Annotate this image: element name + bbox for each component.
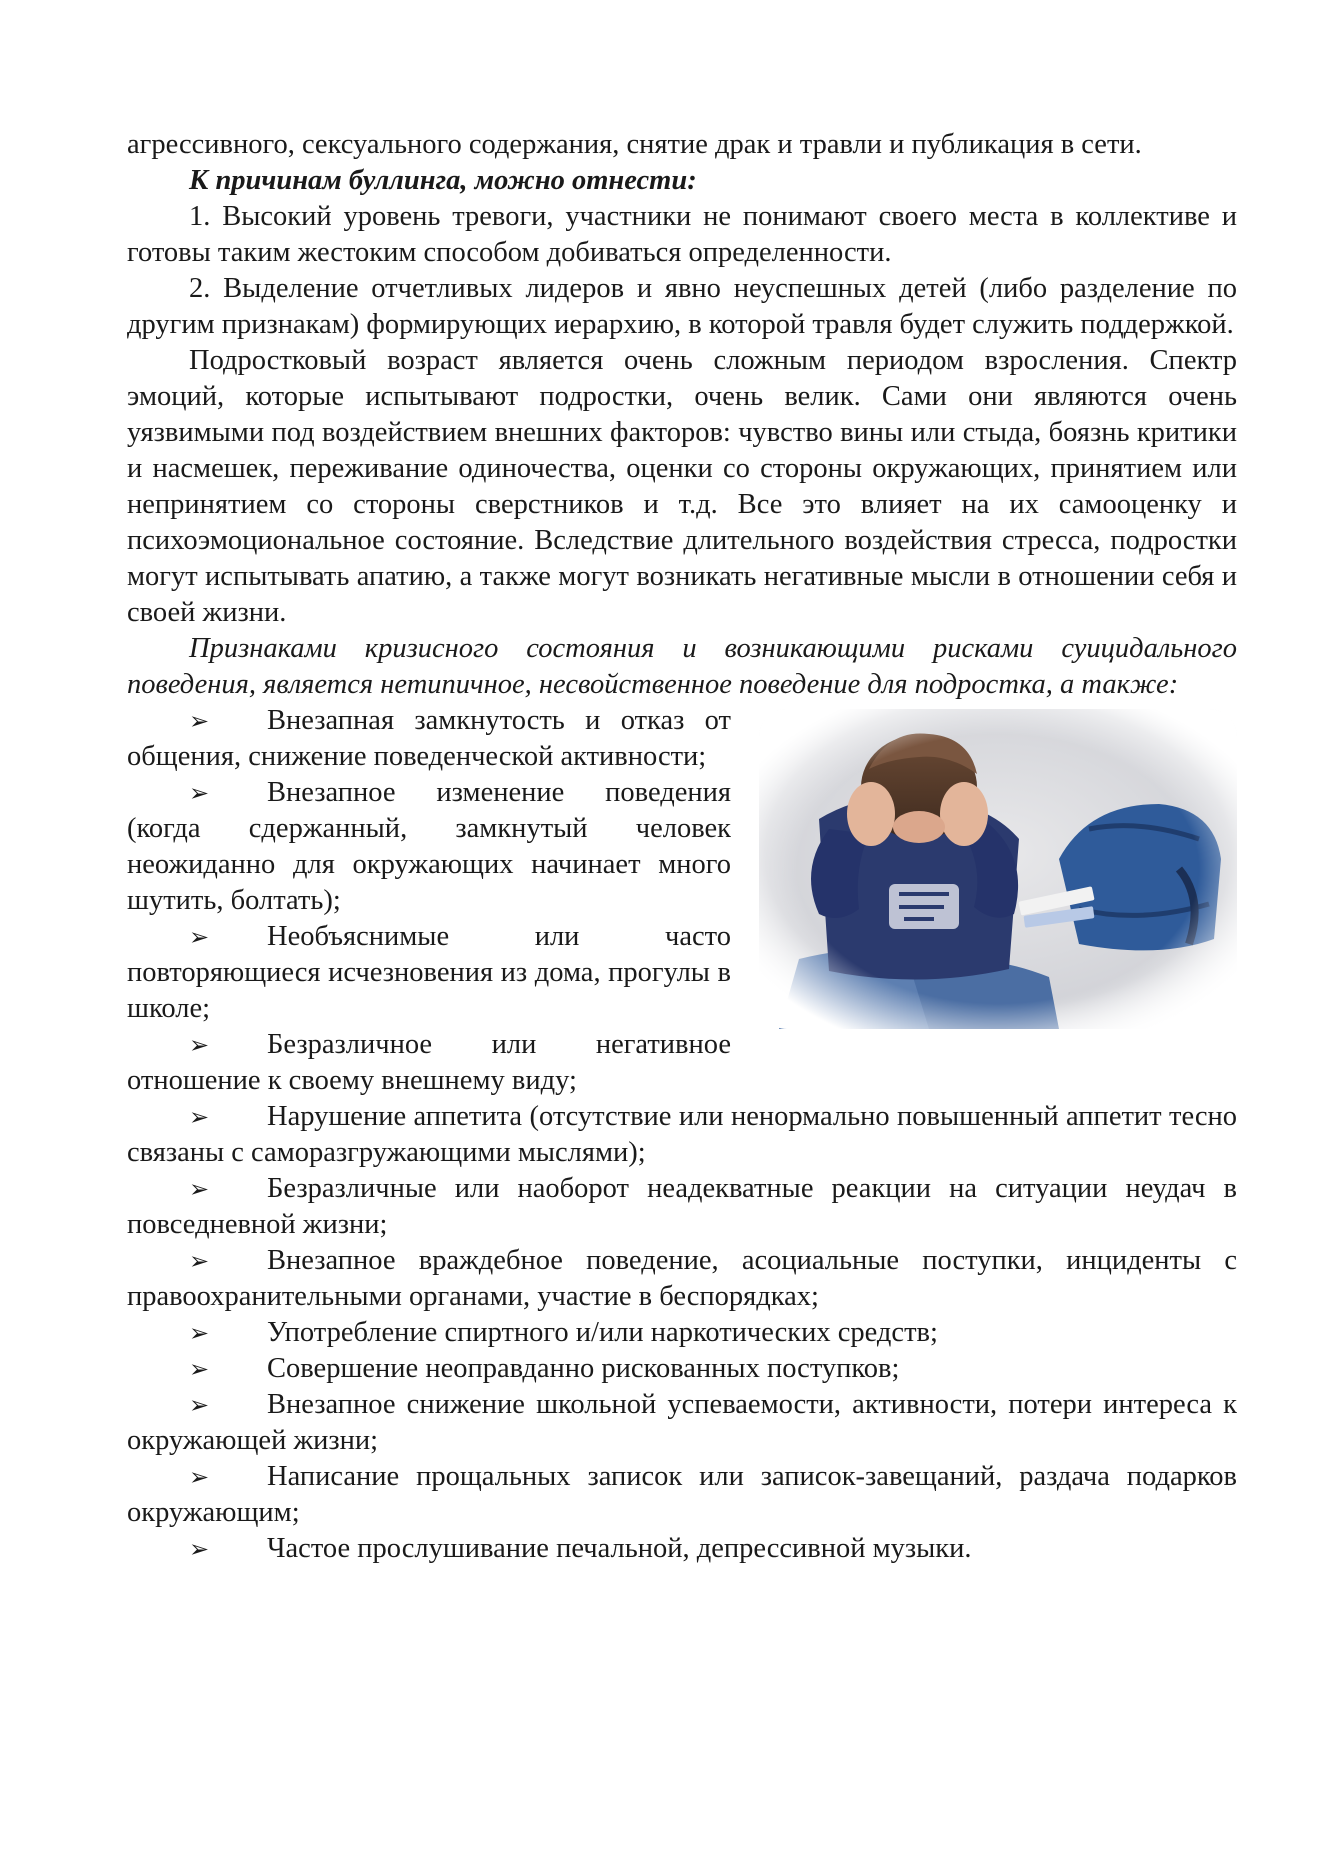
sign-item-text: Употребление спиртного и/или наркотических средств;: [267, 1317, 938, 1348]
arrow-bullet-icon: ➢: [189, 923, 210, 951]
arrow-bullet-icon: ➢: [189, 1391, 210, 1419]
document-page: [127, 127, 1237, 1567]
sign-item-text: Частое прослушивание печальной, депрессивной музыки.: [267, 1533, 972, 1564]
sign-item-4: [127, 1027, 1237, 1099]
sign-item-text: Внезапное враждебное поведение, асоциальные поступки, инциденты с правоохранительными органами, участие в беспорядках;: [127, 1245, 1237, 1312]
sign-item-9: [127, 1351, 1237, 1387]
sign-item-10: [127, 1387, 1237, 1459]
causes-heading: К причинам буллинга, можно отнести:: [189, 165, 697, 196]
sign-item-6: [127, 1171, 1237, 1243]
teen-stress-illustration: [759, 709, 1237, 1029]
teen-stress-photo: [759, 709, 1237, 1029]
sign-item-text: Безразличное или негативное отношение к своему внешнему виду;: [127, 1029, 731, 1096]
sign-item-text: Внезапное изменение поведения (когда сдержанный, замкнутый человек неожиданно для окружающих начинает много шутить, болтать);: [127, 777, 731, 916]
sign-item-text: Безразличные или наоборот неадекватные реакции на ситуации неудач в повседневной жизни;: [127, 1173, 1237, 1240]
arrow-bullet-icon: ➢: [189, 1463, 210, 1491]
arrow-bullet-icon: ➢: [189, 1103, 210, 1131]
teen-paragraph: Подростковый возраст является очень сложным периодом взросления. Спектр эмоций, которые испытывают подростки, очень велик. Сами они являются очень уязвимыми под воздействием внешних факторов: чувство вины или стыда, боязнь критики и насмешек, переживание одиночества, оценки со стороны окружающих, принятием или непринятием со стороны сверстников и т.д. Все это влияет на их самооценку и психоэмоциональное состояние. Вследствие длительного воздействия стресса, подростки могут испытывать апатию, а также могут возникать негативные мысли в отношении себя и своей жизни.: [127, 345, 1237, 628]
signs-intro: Признаками кризисного состояния и возникающими рисками суицидального поведения, является нетипичное, несвойственное поведение для подростка, а также:: [127, 633, 1237, 700]
arrow-bullet-icon: ➢: [189, 779, 210, 807]
cause-item-2: 2. Выделение отчетливых лидеров и явно неуспешных детей (либо разделение по другим признакам) формирующих иерархию, в которой травля будет служить поддержкой.: [127, 273, 1237, 340]
sign-item-8: [127, 1315, 1237, 1351]
arrow-bullet-icon: ➢: [189, 1535, 210, 1563]
sign-item-5: [127, 1099, 1237, 1171]
sign-item-12: [127, 1531, 1237, 1567]
arrow-bullet-icon: ➢: [189, 1247, 210, 1275]
arrow-bullet-icon: ➢: [189, 1175, 210, 1203]
arrow-bullet-icon: ➢: [189, 1319, 210, 1347]
sign-item-text: Внезапная замкнутость и отказ от общения, снижение поведенческой активности;: [127, 705, 731, 772]
sign-item-text: Нарушение аппетита (отсутствие или ненормально повышенный аппетит тесно связаны с саморазгружающими мыслями);: [127, 1101, 1237, 1168]
arrow-bullet-icon: ➢: [189, 1355, 210, 1383]
sign-item-11: [127, 1459, 1237, 1531]
sign-item-text: Написание прощальных записок или записок-завещаний, раздача подарков окружающим;: [127, 1461, 1237, 1528]
arrow-bullet-icon: ➢: [189, 707, 210, 735]
intro-continuation: агрессивного, сексуального содержания, снятие драк и травли и публикация в сети.: [127, 129, 1142, 160]
sign-item-text: Необъяснимые или часто повторяющиеся исчезновения из дома, прогулы в школе;: [127, 921, 731, 1024]
sign-item-text: Совершение неоправданно рискованных поступков;: [267, 1353, 900, 1384]
sign-item-7: [127, 1243, 1237, 1315]
arrow-bullet-icon: ➢: [189, 1031, 210, 1059]
signs-list: [127, 703, 1237, 1567]
sign-item-text: Внезапное снижение школьной успеваемости, активности, потери интереса к окружающей жизни;: [127, 1389, 1237, 1456]
cause-item-1: 1. Высокий уровень тревоги, участники не понимают своего места в коллективе и готовы таким жестоким способом добиваться определенности.: [127, 201, 1237, 268]
